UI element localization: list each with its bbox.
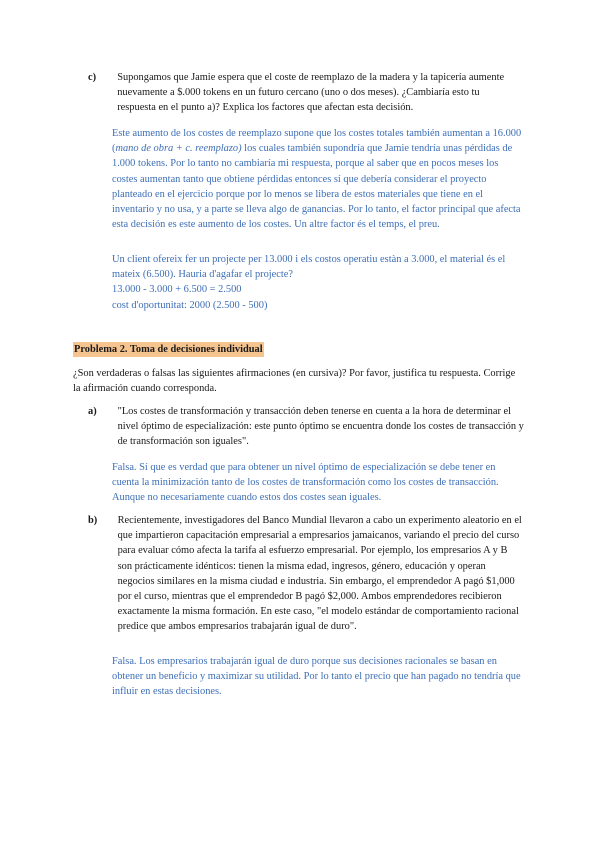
question-a-text: "Los costes de transformación y transacción deben tenerse en cuenta a la hora de determinar el nivel óptimo de especialización: este punto óptimo se encuentra donde los costes de transacción y de transformación son iguales". — [117, 406, 524, 448]
question-c — [88, 70, 518, 116]
note-line-2: 13.000 - 3.000 + 6.500 = 2.500 — [112, 284, 242, 296]
note-line-1: Un client ofereix fer un projecte per 13.000 i els costos operatiu estàn a 3.000, el material és el mateix (6.500). Hauria d'agafar el projecte? — [112, 254, 506, 281]
answer-c-emphasis: mano de obra + c. reemplazo) — [115, 143, 242, 155]
answer-a: Falsa. Sí que es verdad que para obtener un nivel óptimo de especialización se debe tener en cuenta la minimización tanto de los costes de transformación como los costes de transacción. Aunque no necesariamente cuando estos dos costes sean iguales. — [112, 462, 499, 504]
answer-c — [112, 126, 522, 232]
answer-c-note — [112, 252, 522, 313]
question-c-marker: c) — [88, 72, 97, 83]
answer-c-post: los cuales también supondría que Jamie tendría unas pérdidas de 1.000 tokens. Por lo tanto no cambiaría mi respuesta, porque al saber que en pocos meses los costes aumentan tanto que obtiene pérdidas entonces sí que debería considerar el proyecto planteado en el ejercicio porque por lo menos se libera de estos materiales que tiene en el inventario y no usa, y a parte se lleva algo de ganancias. Por lo tanto, el factor principal que afecta esta decisión es este aumento de los costes. Un altre factor és el temps, el preu. — [112, 143, 521, 231]
answer-b: Falsa. Los empresarios trabajarán igual de duro porque sus decisiones racionales se basan en obtener un beneficio y maximizar su utilidad. Por lo tanto el precio que han pagado no tendría que influir en estas decisiones. — [112, 656, 521, 698]
question-c-text: Supongamos que Jamie espera que el coste de reemplazo de la madera y la tapicería aumente nuevamente a $.000 tokens en un futuro cercano (uno o dos meses). ¿Cambiaría esto tu respuesta en el punto a)? Explica los factores que afectan esta decisión. — [117, 72, 505, 114]
question-a — [88, 404, 524, 450]
problem-2-intro: ¿Son verdaderas o falsas las siguientes afirmaciones (en cursiva)? Por favor, justifica tu respuesta. Corrige la afirmación cuando corresponda. — [73, 368, 516, 395]
question-a-marker: a) — [88, 406, 97, 417]
answer-c-pre: Este aumento de los costes de reemplazo supone que los costes totales también aumentan a 16.000 ( — [112, 128, 522, 155]
problem-2-heading: Problema 2. Toma de decisiones individual — [74, 344, 263, 355]
question-b-marker: b) — [88, 515, 98, 526]
question-b — [88, 513, 524, 635]
question-b-text: Recientemente, investigadores del Banco Mundial llevaron a cabo un experimento aleatorio en el que impartieron capacitación empresarial a empresarios jamaicanos, variando el precio del curso para evaluar cómo afecta la tarifa al esfuerzo empresarial. Por ejemplo, los empresarios A y B son prácticamente idénticos: tienen la misma edad, ingresos, género, educación y operan negocios similares en la misma ciudad e industria. Sin embargo, el emprendedor A pagó $1,000 por el curso, mientras que el emprendedor B pagó $2,000. Ambos emprendedores recibieron exactamente la misma formación. En este caso, "el modelo estándar de comportamiento racional predice que ambos empresarios trabajarán igual de duro". — [117, 515, 522, 633]
note-line-3: cost d'oportunitat: 2000 (2.500 - 500) — [112, 299, 268, 311]
